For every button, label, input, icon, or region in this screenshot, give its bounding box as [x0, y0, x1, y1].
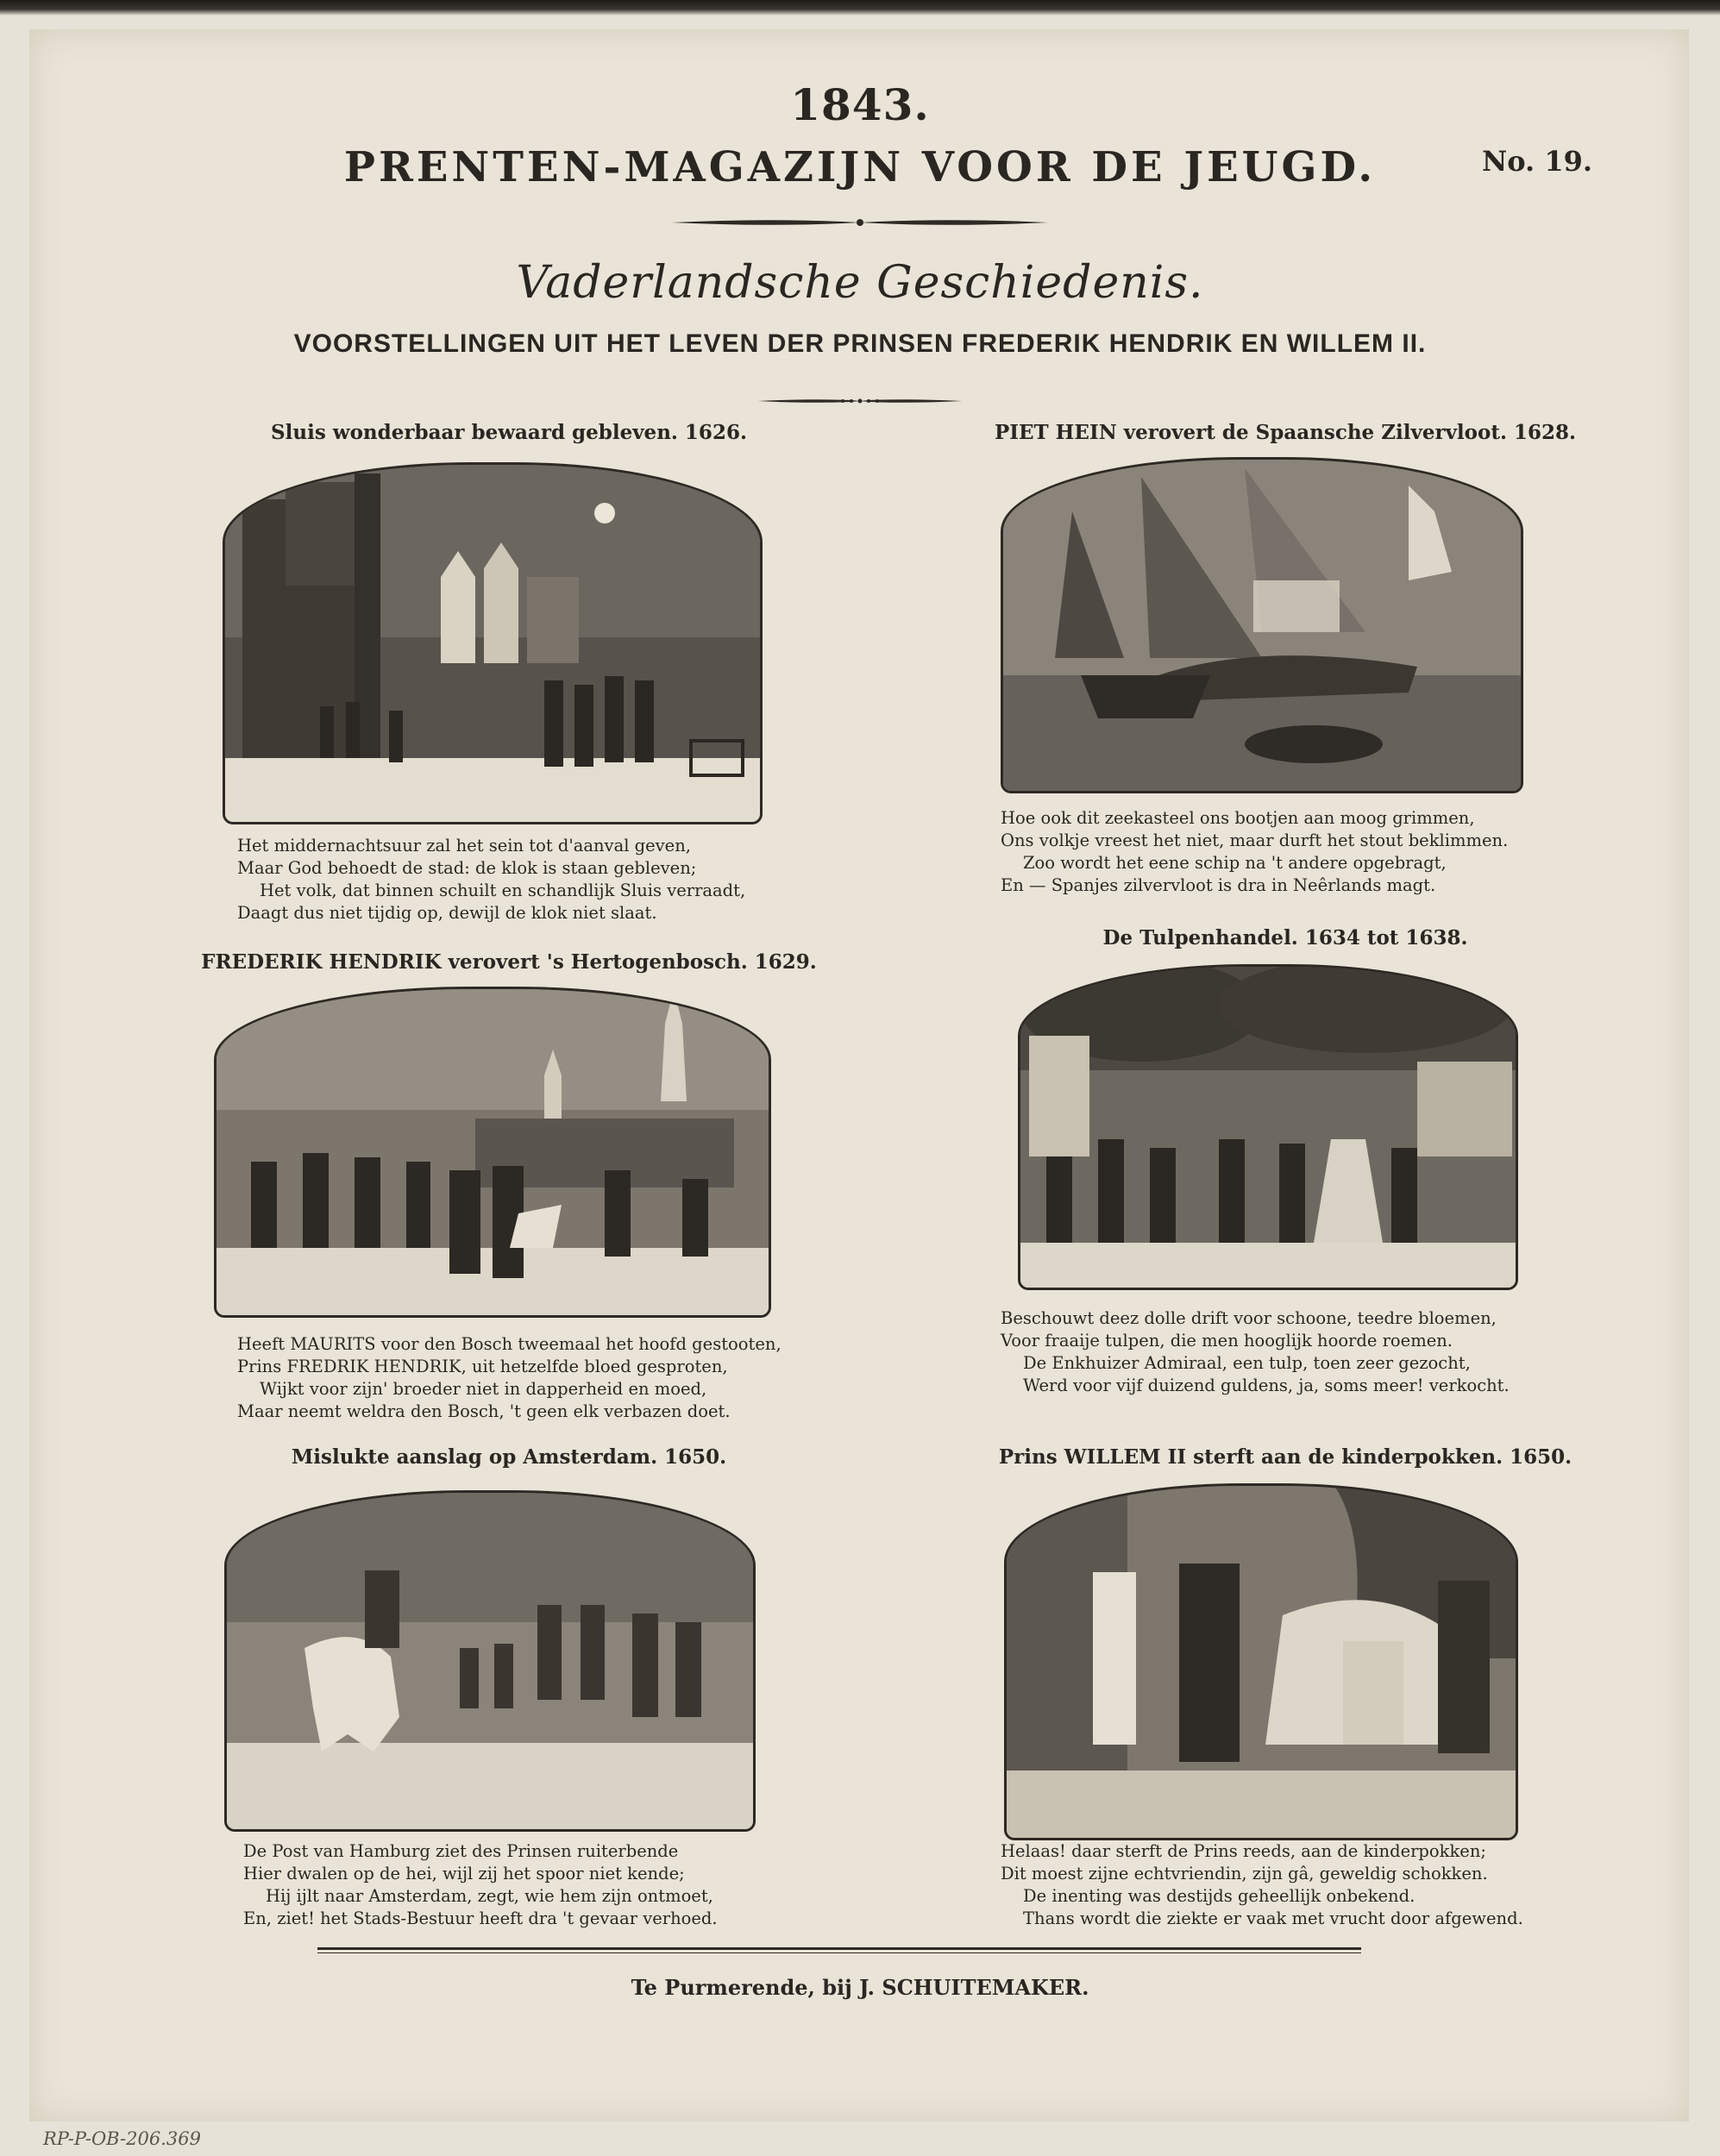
scene-caption-willem-ii: Prins WILLEM II sterft aan de kinderpokken. 1650. [998, 1445, 1572, 1469]
ornamental-rule-top [0, 216, 1720, 233]
verse-line: Voor fraaije tulpen, die men hooglijk hoorde roemen. [1001, 1331, 1453, 1351]
verse-line: Helaas! daar sterft de Prins reeds, aan de kinderpokken; [1001, 1841, 1486, 1861]
verse-den-bosch [237, 1333, 782, 1423]
verse-line: De Post van Hamburg ziet des Prinsen ruiterbende [243, 1841, 679, 1861]
woodcut-silver-fleet-naval-battle [1001, 457, 1523, 793]
verse-line: Dit moest zijne echtvriendin, zijn gâ, geweldig schokken. [1001, 1864, 1488, 1883]
verse-line: Werd voor vijf duizend guldens, ja, soms meer! verkocht. [1023, 1376, 1510, 1395]
verse-line: Prins FREDRIK HENDRIK, uit hetzelfde bloed gesproten, [237, 1357, 728, 1376]
verse-amsterdam [243, 1840, 718, 1930]
verse-piet-hein [1001, 807, 1508, 897]
scene-caption-tulpenhandel: De Tulpenhandel. 1634 tot 1638. [1102, 926, 1468, 950]
verse-line: Zoo wordt het eene schip na 't andere opgebragt, [1023, 853, 1447, 873]
verse-line: Hij ijlt naar Amsterdam, zegt, wie hem zijn ontmoet, [266, 1886, 713, 1906]
verse-line: Hier dwalen op de hei, wijl zij het spoor niet kende; [243, 1864, 685, 1883]
publisher-imprint: Te Purmerende, bij J. SCHUITEMAKER. [631, 1975, 1089, 2000]
verse-line: Beschouwt deez dolle drift voor schoone, teedre bloemen, [1001, 1308, 1497, 1328]
woodcut-amsterdam-attack [224, 1490, 756, 1832]
series-title: VOORSTELLINGEN UIT HET LEVEN DER PRINSEN FREDERIK HENDRIK EN WILLEM II. [293, 329, 1427, 358]
verse-willem-ii [1001, 1840, 1523, 1930]
verse-line: Maar God behoedt de stad: de klok is staan gebleven; [237, 858, 697, 878]
section-subtitle: Vaderlandsche Geschiedenis. [516, 257, 1204, 309]
woodcut-sluis-night-scene [223, 462, 763, 824]
double-rule-bottom [317, 1947, 1361, 1950]
verse-line: Het volk, dat binnen schuilt en schandlijk Sluis verraadt, [260, 881, 746, 900]
sheet-top-edge [0, 0, 1720, 16]
verse-sluis [237, 835, 745, 924]
year-heading: 1843. [790, 79, 930, 130]
archive-inventory-mark: RP-P-OB-206.369 [43, 2128, 201, 2149]
woodcut-willem-ii-deathbed [1004, 1483, 1518, 1840]
woodcut-den-bosch-siege [214, 987, 771, 1318]
issue-number: No. 19. [1482, 145, 1592, 178]
masthead-title: PRENTEN-MAGAZIJN VOOR DE JEUGD. [343, 143, 1377, 191]
double-rule-bottom-thin [317, 1952, 1361, 1953]
scene-caption-amsterdam: Mislukte aanslag op Amsterdam. 1650. [291, 1445, 727, 1469]
verse-line: En — Spanjes zilvervloot is dra in Neêrlands magt. [1001, 875, 1436, 895]
verse-line: Ons volkje vreest het niet, maar durft het stout beklimmen. [1001, 830, 1509, 850]
verse-line: En, ziet! het Stads-Bestuur heeft dra 't gevaar verhoed. [243, 1908, 718, 1928]
verse-line: Heeft MAURITS voor den Bosch tweemaal het hoofd gestooten, [237, 1334, 782, 1354]
verse-line: Thans wordt die ziekte er vaak met vrucht door afgewend. [1023, 1908, 1523, 1928]
woodcut-tulip-trade-market [1018, 964, 1518, 1290]
scene-caption-piet-hein: PIET HEIN verovert de Spaansche Zilvervloot. 1628. [994, 421, 1577, 444]
verse-line: Het middernachtsuur zal het sein tot d'aanval geven, [237, 836, 691, 856]
scene-caption-den-bosch: FREDERIK HENDRIK verovert 's Hertogenbosch. 1629. [201, 950, 817, 974]
verse-line: De inenting was destijds geheellijk onbekend. [1023, 1886, 1416, 1906]
verse-line: Wijkt voor zijn' broeder niet in dapperheid en moed, [260, 1379, 707, 1399]
ornamental-rule-middle [0, 393, 1720, 410]
verse-line: Hoe ook dit zeekasteel ons bootjen aan moog grimmen, [1001, 808, 1475, 828]
verse-line: Maar neemt weldra den Bosch, 't geen elk verbazen doet. [237, 1401, 731, 1421]
verse-tulpenhandel [1001, 1307, 1510, 1397]
verse-line: Daagt dus niet tijdig op, dewijl de klok niet slaat. [237, 903, 657, 923]
verse-line: De Enkhuizer Admiraal, een tulp, toen zeer gezocht, [1023, 1353, 1471, 1373]
scene-caption-sluis: Sluis wonderbaar bewaard gebleven. 1626. [271, 421, 747, 444]
